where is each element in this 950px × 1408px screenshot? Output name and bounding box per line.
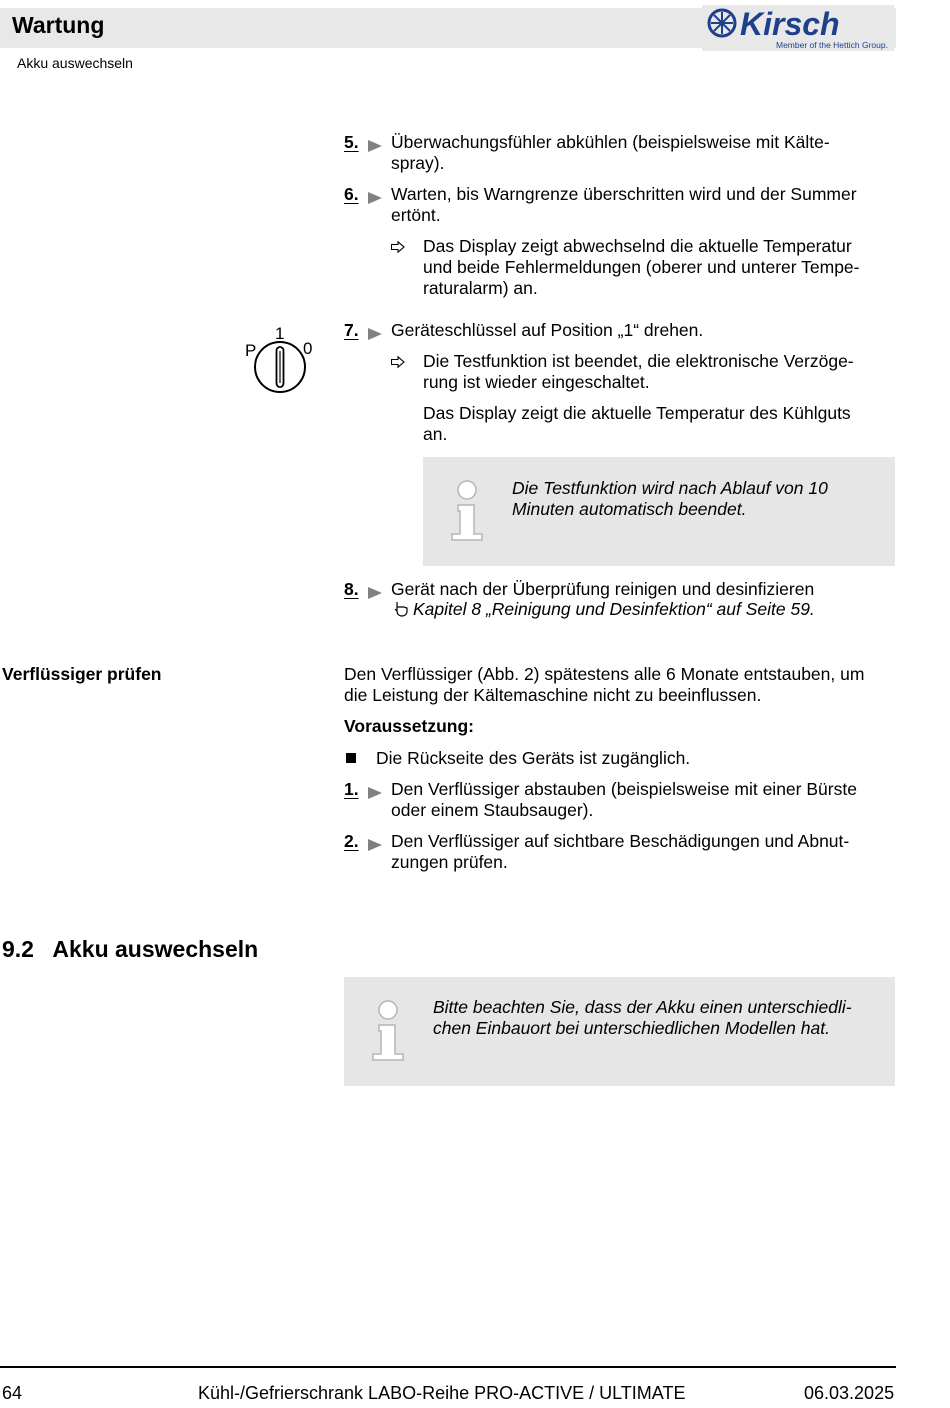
result-text: Das Display zeigt abwechselnd die aktuelle Temperatur und beide Fehlermeldungen (oberer und unterer Tempe- raturalarm) an. [423,236,860,298]
result-text: Die Testfunktion ist beendet, die elektronische Verzöge- rung ist wieder eingeschaltet. [423,351,854,392]
result-arrow-icon [391,241,405,253]
step-number: 6. [344,184,359,204]
logo-tagline: Member of the Hettich Group. [776,40,888,50]
step-arrow-icon [368,587,382,599]
document-title: Kühl-/Gefrierschrank LABO-Reihe PRO-ACTIVE / ULTIMATE [198,1383,686,1403]
cross-reference-link[interactable]: Kapitel 8 „Reinigung und Desinfektion“ auf Seite 59. [413,599,815,619]
step-text: Warten, bis Warngrenze überschritten wird und der Summer ertönt. [391,184,857,225]
step-number: 1. [344,779,359,799]
logo-wordmark: Kirsch [740,6,840,42]
chapter-title: Wartung [12,12,105,38]
step-text: Den Verflüssiger auf sichtbare Beschädigungen und Abnut- zungen prüfen. [391,831,850,872]
kirsch-logo [702,5,894,51]
info-text: Bitte beachten Sie, dass der Akku einen unterschiedli- chen Einbauort bei unterschiedlichen Modellen hat. [433,997,852,1038]
result-text: Das Display zeigt die aktuelle Temperatur des Kühlguts an. [423,403,851,444]
step-number: 2. [344,831,359,851]
side-heading: Verflüssiger prüfen [2,664,162,684]
step-number: 7. [344,320,359,340]
prerequisite-label: Voraussetzung: [344,716,474,736]
step-text: Geräteschlüssel auf Position „1“ drehen. [391,320,704,340]
key-label-1: 1 [275,324,285,343]
step-number: 5. [344,132,359,152]
key-label-0: 0 [303,339,313,358]
step-arrow-icon [368,839,382,851]
step-arrow-icon [368,192,382,204]
step-number: 8. [344,579,359,599]
step-text: Gerät nach der Überprüfung reinigen und desinfizieren [391,579,815,599]
result-arrow-icon [391,356,405,368]
cross-reference-hand-icon [393,601,409,617]
section-heading [2,936,258,963]
prerequisite-item: Die Rückseite des Geräts ist zugänglich. [376,748,691,768]
step-arrow-icon [368,787,382,799]
paragraph: Den Verflüssiger (Abb. 2) spätestens alle 6 Monate entstauben, um die Leistung der Kältemaschine nicht zu beeinflussen. [344,664,865,705]
section-title: Akku auswechseln [52,936,259,962]
info-icon [448,478,488,542]
info-text: Die Testfunktion wird nach Ablauf von 10 Minuten automatisch beendet. [512,478,828,519]
info-icon [369,998,409,1062]
step-arrow-icon [368,140,382,152]
section-subtitle: Akku auswechseln [17,55,133,71]
section-number: 9.2 [2,936,34,962]
bullet-square-icon [346,753,356,763]
footer-rule [0,1366,896,1368]
key-label-p: P [245,341,257,360]
key-switch-illustration [240,320,320,396]
step-arrow-icon [368,328,382,340]
document-date: 06.03.2025 [804,1383,895,1403]
page-number: 64 [2,1383,23,1403]
step-text: Den Verflüssiger abstauben (beispielsweise mit einer Bürste oder einem Staubsauger). [391,779,857,820]
step-text: Überwachungsfühler abkühlen (beispielsweise mit Kälte- spray). [391,132,830,173]
